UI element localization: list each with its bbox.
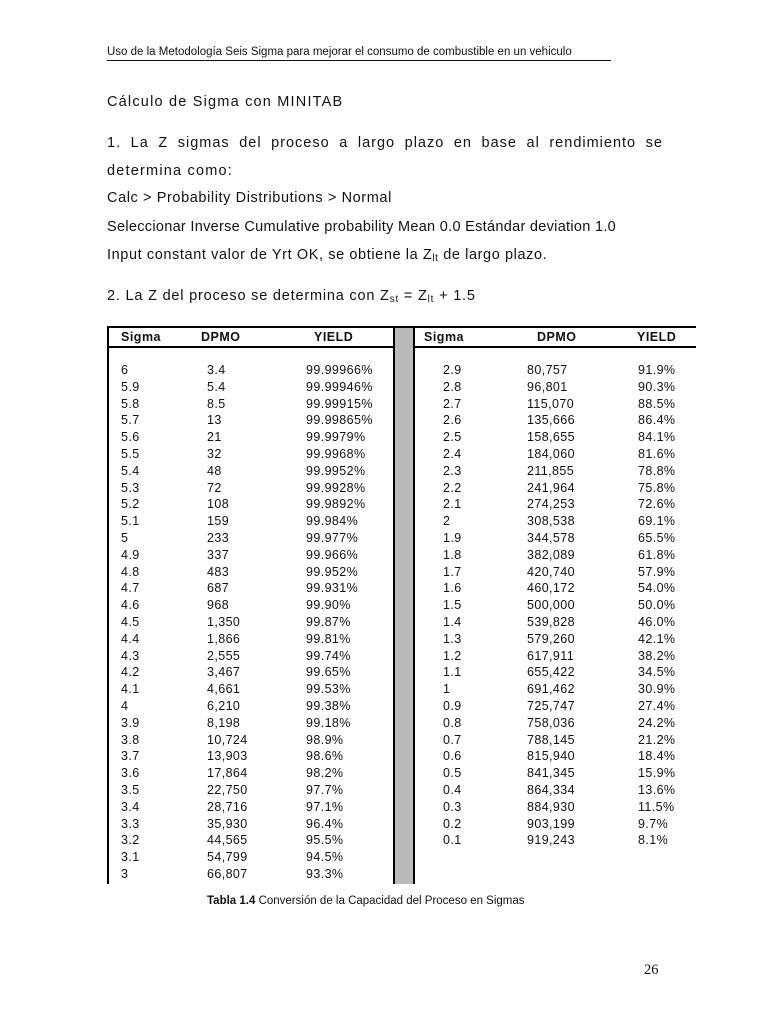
sigma-cell: 0.1 [443, 833, 462, 848]
header-dpmo-left: DPMO [201, 330, 241, 344]
dpmo-cell: 691,462 [527, 682, 575, 697]
yield-cell: 99.87% [306, 614, 351, 629]
yield-cell: 97.1% [306, 799, 344, 814]
sigma-cell: 1.8 [443, 547, 462, 562]
sigma-cell: 4.2 [121, 665, 140, 680]
sigma-column-right [443, 362, 462, 849]
dpmo-cell: 2,555 [207, 648, 241, 663]
dpmo-cell: 1,350 [207, 614, 241, 629]
yield-cell: 99.99865% [306, 413, 373, 428]
dpmo-cell: 66,807 [207, 866, 248, 881]
dpmo-cell: 3.4 [207, 363, 226, 377]
dpmo-cell: 655,422 [527, 665, 575, 680]
dpmo-cell: 617,911 [527, 648, 575, 663]
yield-cell: 88.5% [638, 396, 676, 411]
header-sigma-right: Sigma [424, 330, 465, 344]
dpmo-cell: 460,172 [527, 581, 575, 596]
yield-cell: 24.2% [638, 715, 676, 730]
dpmo-cell: 8.5 [207, 396, 226, 411]
sigma-cell: 5.5 [121, 446, 140, 461]
dpmo-cell: 308,538 [527, 514, 575, 529]
yield-cell: 99.9892% [306, 497, 366, 512]
dpmo-cell: 54,799 [207, 850, 248, 865]
yield-cell: 94.5% [306, 850, 344, 865]
sigma-cell: 0.3 [443, 799, 462, 814]
sigma-cell: 3.4 [121, 799, 140, 814]
sigma-cell: 5.8 [121, 396, 140, 411]
sigma-conversion-table [107, 326, 696, 884]
sigma-cell: 3.3 [121, 816, 140, 831]
sigma-cell: 4 [121, 698, 129, 713]
yield-cell: 34.5% [638, 665, 676, 680]
sigma-cell: 2.7 [443, 396, 462, 411]
sigma-cell: 0.4 [443, 782, 462, 797]
dpmo-cell: 815,940 [527, 749, 575, 764]
dpmo-cell: 3,467 [207, 665, 241, 680]
dpmo-cell: 13,903 [207, 749, 248, 764]
yield-cell: 99.952% [306, 564, 359, 579]
dpmo-cell: 274,253 [527, 497, 575, 512]
header-yield-left: YIELD [314, 330, 354, 344]
dpmo-cell: 241,964 [527, 480, 575, 495]
dpmo-cell: 22,750 [207, 782, 248, 797]
dpmo-cell: 13 [207, 413, 222, 428]
sigma-cell: 5.7 [121, 413, 140, 428]
yield-cell: 42.1% [638, 631, 676, 646]
page-number: 26 [644, 962, 659, 978]
sigma-cell: 3.1 [121, 850, 140, 865]
sigma-cell: 5.1 [121, 514, 140, 529]
yield-column-right [638, 362, 675, 849]
sigma-cell: 1.5 [443, 598, 462, 613]
dpmo-cell: 115,070 [527, 396, 575, 411]
yield-cell: 98.9% [306, 732, 344, 747]
dpmo-cell: 44,565 [207, 833, 248, 848]
running-header: Uso de la Metodología Seis Sigma para mejorar el consumo de combustible en un vehiculo [107, 46, 611, 61]
sigma-cell: 1.3 [443, 631, 462, 646]
sigma-cell: 2.1 [443, 497, 462, 512]
dpmo-cell: 32 [207, 446, 222, 461]
dpmo-cell: 903,199 [527, 816, 575, 831]
yield-cell: 99.99966% [306, 363, 373, 377]
yield-cell: 9.7% [638, 816, 669, 831]
sigma-cell: 4.8 [121, 564, 140, 579]
dpmo-cell: 8,198 [207, 715, 241, 730]
sigma-cell: 5.3 [121, 480, 140, 495]
sigma-cell: 1.2 [443, 648, 462, 663]
yield-cell: 61.8% [638, 547, 676, 562]
yield-cell: 99.38% [306, 698, 351, 713]
sigma-cell: 2.8 [443, 379, 462, 394]
yield-cell: 99.53% [306, 682, 351, 697]
dpmo-cell: 382,089 [527, 547, 575, 562]
dpmo-cell: 4,661 [207, 682, 241, 697]
table-column-divider [393, 328, 415, 884]
dpmo-cell: 211,855 [527, 463, 575, 478]
yield-cell: 99.99946% [306, 379, 373, 394]
yield-cell: 75.8% [638, 480, 676, 495]
sigma-cell: 4.9 [121, 547, 140, 562]
yield-cell: 93.3% [306, 866, 344, 881]
dpmo-cell: 420,740 [527, 564, 575, 579]
dpmo-cell: 919,243 [527, 833, 575, 848]
paragraph-2: 2. La Z del proceso se determina con $Z_{st} = Z_{lt} + 1.5$ [107, 288, 476, 305]
yield-cell: 81.6% [638, 446, 676, 461]
table-left-rule [107, 326, 109, 884]
sigma-cell: 3.9 [121, 715, 140, 730]
sigma-cell: 2.2 [443, 480, 462, 495]
sigma-cell: 1.9 [443, 530, 462, 545]
paragraph-1-line-4: Seleccionar Inverse Cumulative probability Mean 0.0 Estándar deviation 1.0 [107, 219, 617, 235]
yield-cell: 97.7% [306, 782, 344, 797]
yield-cell: 99.9979% [306, 430, 366, 445]
yield-cell: 95.5% [306, 833, 344, 848]
dpmo-cell: 500,000 [527, 598, 575, 613]
dpmo-cell: 539,828 [527, 614, 575, 629]
sigma-cell: 2 [443, 514, 451, 529]
sigma-cell: 6 [121, 363, 129, 377]
dpmo-cell: 579,260 [527, 631, 575, 646]
dpmo-cell: 758,036 [527, 715, 575, 730]
dpmo-cell: 28,716 [207, 799, 248, 814]
dpmo-cell: 864,334 [527, 782, 575, 797]
sigma-cell: 4.1 [121, 682, 140, 697]
sigma-cell: 4.6 [121, 598, 140, 613]
sigma-cell: 3.5 [121, 782, 140, 797]
sigma-cell: 4.3 [121, 648, 140, 663]
header-yield-right: YIELD [637, 330, 677, 344]
yield-cell: 99.977% [306, 530, 359, 545]
sigma-cell: 1.1 [443, 665, 462, 680]
sigma-cell: 0.2 [443, 816, 462, 831]
dpmo-column-right [527, 362, 575, 849]
paragraph-1-line-5: Input constant valor de Yrt OK, se obtiene la $Z_{lt}$ de largo plazo. [107, 247, 548, 264]
dpmo-cell: 337 [207, 547, 230, 562]
dpmo-cell: 5.4 [207, 379, 226, 394]
dpmo-cell: 108 [207, 497, 230, 512]
dpmo-cell: 884,930 [527, 799, 575, 814]
yield-cell: 84.1% [638, 430, 676, 445]
yield-cell: 99.966% [306, 547, 359, 562]
header-sigma-left: Sigma [121, 330, 162, 344]
dpmo-cell: 687 [207, 581, 230, 596]
yield-cell: 11.5% [638, 799, 675, 814]
yield-cell: 46.0% [638, 614, 676, 629]
yield-cell: 99.931% [306, 581, 359, 596]
yield-cell: 99.90% [306, 598, 351, 613]
dpmo-cell: 344,578 [527, 530, 575, 545]
sigma-cell: 2.5 [443, 430, 462, 445]
dpmo-cell: 158,655 [527, 430, 575, 445]
sigma-cell: 4.4 [121, 631, 140, 646]
table-caption: Tabla 1.4 Conversión de la Capacidad del Proceso en Sigmas [207, 895, 525, 907]
dpmo-cell: 184,060 [527, 446, 575, 461]
yield-cell: 65.5% [638, 530, 676, 545]
dpmo-cell: 1,866 [207, 631, 241, 646]
yield-cell: 27.4% [638, 698, 676, 713]
dpmo-cell: 159 [207, 514, 230, 529]
paragraph-1-line-3: Calc > Probability Distributions > Normal [107, 190, 392, 206]
header-dpmo-right: DPMO [537, 330, 577, 344]
dpmo-cell: 233 [207, 530, 230, 545]
sigma-cell: 3.6 [121, 766, 140, 781]
sigma-cell: 0.8 [443, 715, 462, 730]
sigma-cell: 1.6 [443, 581, 462, 596]
paragraph-1-line-2: determina como: [107, 163, 233, 179]
sigma-cell: 5.4 [121, 463, 140, 478]
yield-cell: 72.6% [638, 497, 676, 512]
yield-cell: 78.8% [638, 463, 676, 478]
yield-cell: 18.4% [638, 749, 676, 764]
yield-column-left [306, 362, 373, 883]
sigma-cell: 0.9 [443, 698, 462, 713]
yield-cell: 99.9928% [306, 480, 366, 495]
yield-cell: 50.0% [638, 598, 676, 613]
yield-cell: 99.81% [306, 631, 351, 646]
section-heading: Cálculo de Sigma con MINITAB [107, 94, 344, 110]
yield-cell: 99.74% [306, 648, 351, 663]
yield-cell: 99.984% [306, 514, 359, 529]
yield-cell: 54.0% [638, 581, 676, 596]
dpmo-cell: 10,724 [207, 732, 248, 747]
yield-cell: 30.9% [638, 682, 676, 697]
dpmo-cell: 6,210 [207, 698, 241, 713]
yield-cell: 99.9952% [306, 463, 366, 478]
yield-cell: 96.4% [306, 816, 344, 831]
yield-cell: 21.2% [638, 732, 676, 747]
sigma-cell: 3 [121, 866, 129, 881]
yield-cell: 99.9968% [306, 446, 366, 461]
yield-cell: 90.3% [638, 379, 676, 394]
dpmo-cell: 17,864 [207, 766, 248, 781]
sigma-cell: 3.2 [121, 833, 140, 848]
sigma-cell: 4.5 [121, 614, 140, 629]
sigma-cell: 3.7 [121, 749, 140, 764]
paragraph-1-line-1: 1. La Z sigmas del proceso a largo plazo en base al rendimiento se [107, 135, 663, 151]
yield-cell: 99.18% [306, 715, 351, 730]
dpmo-cell: 968 [207, 598, 230, 613]
sigma-cell: 4.7 [121, 581, 140, 596]
yield-cell: 86.4% [638, 413, 676, 428]
dpmo-cell: 80,757 [527, 363, 568, 377]
yield-cell: 98.2% [306, 766, 344, 781]
dpmo-cell: 48 [207, 463, 222, 478]
sigma-column-left [121, 362, 140, 883]
dpmo-cell: 21 [207, 430, 222, 445]
yield-cell: 99.65% [306, 665, 351, 680]
dpmo-cell: 725,747 [527, 698, 575, 713]
yield-cell: 13.6% [638, 782, 676, 797]
sigma-cell: 2.3 [443, 463, 462, 478]
sigma-cell: 1.4 [443, 614, 462, 629]
sigma-cell: 5.6 [121, 430, 140, 445]
yield-cell: 38.2% [638, 648, 676, 663]
sigma-cell: 5.2 [121, 497, 140, 512]
dpmo-cell: 72 [207, 480, 222, 495]
sigma-cell: 5 [121, 530, 129, 545]
dpmo-cell: 788,145 [527, 732, 575, 747]
dpmo-cell: 483 [207, 564, 230, 579]
yield-cell: 69.1% [638, 514, 676, 529]
dpmo-cell: 96,801 [527, 379, 568, 394]
sigma-cell: 2.6 [443, 413, 462, 428]
dpmo-column-left [207, 362, 248, 883]
sigma-cell: 3.8 [121, 732, 140, 747]
sigma-cell: 0.7 [443, 732, 462, 747]
sigma-cell: 2.4 [443, 446, 462, 461]
yield-cell: 57.9% [638, 564, 676, 579]
sigma-cell: 5.9 [121, 379, 140, 394]
yield-cell: 99.99915% [306, 396, 373, 411]
sigma-cell: 1 [443, 682, 451, 697]
yield-cell: 91.9% [638, 363, 676, 377]
sigma-cell: 1.7 [443, 564, 462, 579]
sigma-cell: 0.5 [443, 766, 462, 781]
dpmo-cell: 35,930 [207, 816, 248, 831]
sigma-cell: 0.6 [443, 749, 462, 764]
dpmo-cell: 135,666 [527, 413, 575, 428]
sigma-cell: 2.9 [443, 363, 462, 377]
yield-cell: 15.9% [638, 766, 676, 781]
yield-cell: 8.1% [638, 833, 669, 848]
yield-cell: 98.6% [306, 749, 344, 764]
dpmo-cell: 841,345 [527, 766, 575, 781]
